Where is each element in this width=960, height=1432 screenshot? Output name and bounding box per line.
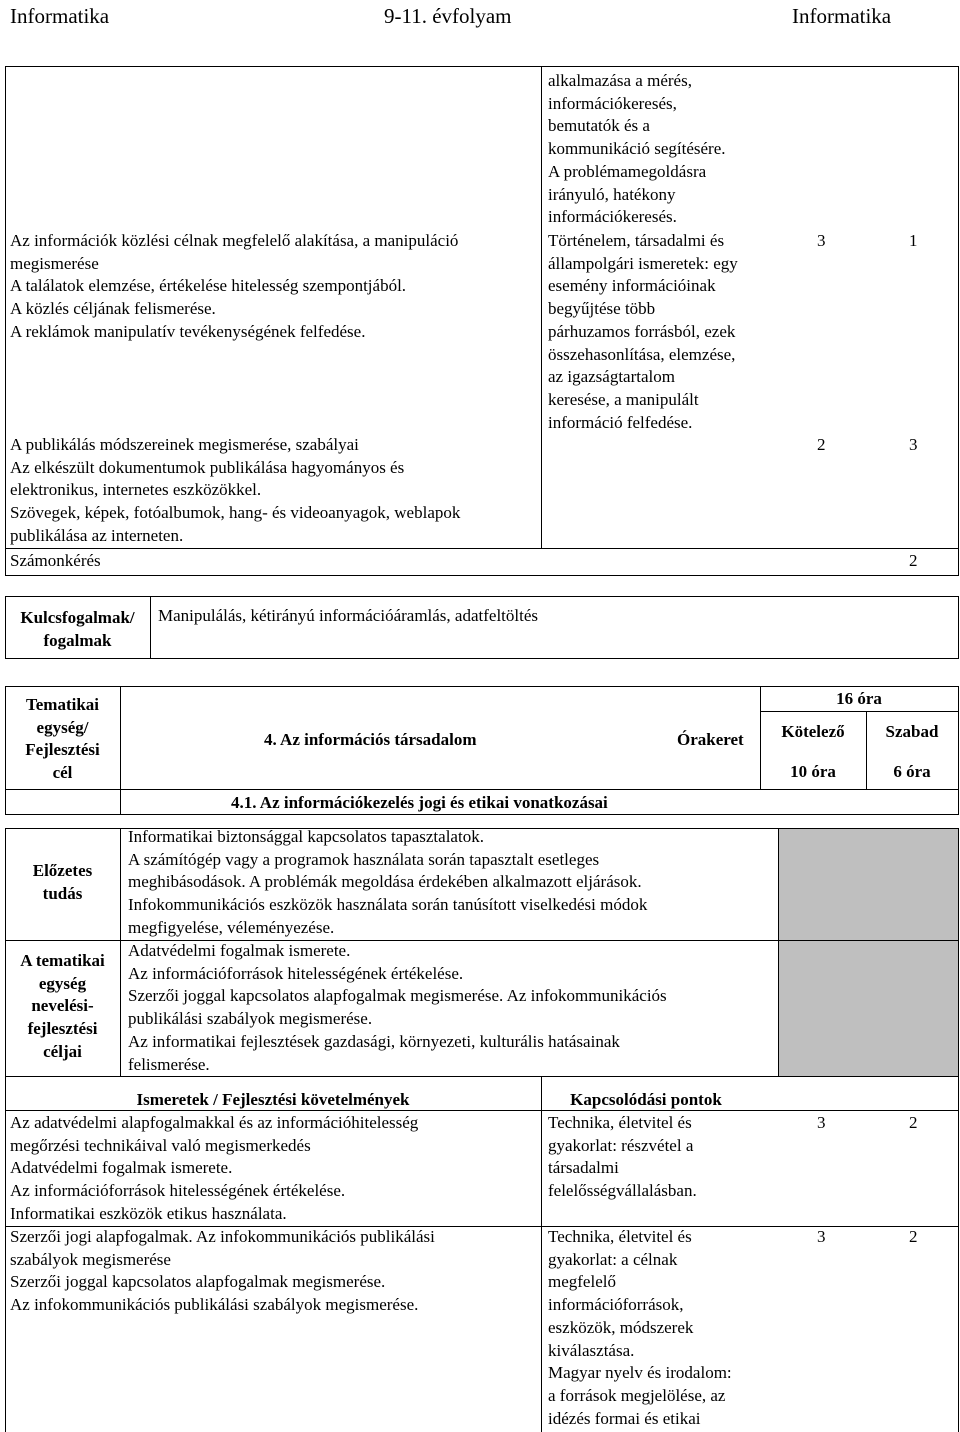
bottom-row1-content: Az adatvédelmi alapfogalmakkal és az információhitelesség megőrzési technikáival való megismerkedés Adatvédelmi fogalmak ismerete. Az információforrások hitelességének értékelése. Informatikai eszközök etikus használata. — [10, 1113, 419, 1223]
row2-hours-2: 3 — [909, 435, 918, 454]
unit-border — [5, 686, 959, 687]
goals-label: A tematikai egység nevelési- fejlesztési céljai — [20, 951, 105, 1061]
goals-border — [958, 828, 959, 1077]
row1-links: Történelem, társadalmi és állampolgári ismeretek: egy esemény információinak begyűjtése több párhuzamos forrásból, ezek összehasonlítása, elemzése, az igazságtartalom keresése, a manipulált információ felfedése. — [548, 231, 738, 432]
prereq-label: Előzetes tudás — [32, 861, 93, 903]
header-right: Informatika — [792, 4, 892, 28]
unit-label: Tematikai egység/ Fejlesztési cél — [25, 695, 100, 783]
top-table-border — [5, 575, 959, 576]
bottom-row2-content: Szerzői jogi alapfogalmak. Az infokommunikációs publikálási szabályok megismerése Szerzői joggal kapcsolatos alapfogalmak megismerése. Az infokommunikációs publikálási szabályok megismerése. — [10, 1227, 435, 1315]
top-table-border — [5, 548, 959, 549]
header-center: 9-11. évfolyam — [384, 4, 512, 28]
assessment-label: Számonkérés — [10, 551, 101, 570]
concepts-border — [150, 596, 151, 659]
links-column-header: Kapcsolódási pontok — [570, 1090, 722, 1109]
row1-hours-1: 3 — [817, 231, 826, 250]
szabad-value: 6 óra — [893, 762, 931, 781]
row2-hours-1: 2 — [817, 435, 826, 454]
hours-total: 16 óra — [836, 689, 882, 708]
kotelezo-label: Kötelező — [781, 722, 845, 741]
goals-content: Adatvédelmi fogalmak ismerete. Az információforrások hitelességének értékelése. Szerzői joggal kapcsolatos alapfogalmak megismerése. Az infokommunikációs publikálási szabályok megismerése. Az informatikai fejlesztések gazdasági, környezeti, kulturális hatásainak felismerése. — [128, 941, 667, 1074]
unit-border — [5, 789, 959, 790]
unit-subtitle: 4.1. Az információkezelés jogi és etikai vonatkozásai — [231, 793, 608, 812]
bottom-row1-hours-1: 3 — [817, 1113, 826, 1132]
orakeret-label: Órakeret — [677, 730, 744, 749]
assessment-hours: 2 — [909, 551, 918, 570]
row1-hours-2: 1 — [909, 231, 918, 250]
key-concepts-label: Kulcsfogalmak/ fogalmak — [20, 608, 135, 650]
bottom-table-border — [541, 1076, 542, 1432]
kotelezo-value: 10 óra — [790, 762, 836, 781]
content-column-header: Ismeretek / Fejlesztési követelmények — [136, 1090, 410, 1109]
top-table-border — [541, 66, 542, 549]
bottom-table-border — [5, 1076, 6, 1432]
concepts-border — [958, 596, 959, 659]
top-table-border — [5, 66, 6, 576]
continuation-links: alkalmazása a mérés, információkeresés, bemutatók és a kommunikáció segítésére. A problémamegoldásra irányuló, hatékony információkeresés. — [548, 71, 726, 227]
top-table-border — [958, 66, 959, 576]
concepts-border — [5, 658, 959, 659]
bottom-row2-links: Technika, életvitel és gyakorlat: a célnak megfelelő információforrások, eszközök, módszerek kiválasztása. Magyar nyelv és irodalom: a források megjelölése, az idézés formai és etikai — [548, 1227, 732, 1428]
bottom-row1-hours-2: 2 — [909, 1113, 918, 1132]
concepts-border — [5, 596, 959, 597]
row2-content: A publikálás módszereinek megismerése, szabályai Az elkészült dokumentumok publikálása hagyományos és elektronikus, internetes eszközökkel. Szövegek, képek, fotóalbumok, hang- és videoanyagok, weblapok publikálása az interneten. — [10, 435, 461, 545]
unit-border — [958, 686, 959, 815]
unit-border — [120, 686, 121, 815]
prereq-content: Informatikai biztonsággal kapcsolatos tapasztalatok. A számítógép vagy a programok használata során tapasztalt esetleges meghibásodások. A problémák megoldása érdekében alkalmazott eljárások. Infokommunikációs eszközök használata során tanúsított viselkedési módok megfigyelése, véleményezése. — [128, 827, 648, 937]
bottom-row1-links: Technika, életvitel és gyakorlat: részvétel a társadalmi felelősségvállalásban. — [548, 1113, 697, 1201]
key-concepts-value: Manipulálás, kétirányú információáramlás, adatfeltöltés — [158, 606, 539, 625]
shaded-cell — [778, 828, 958, 1077]
bottom-table-border — [958, 1076, 959, 1432]
bottom-row2-hours-1: 3 — [817, 1227, 826, 1246]
unit-border — [760, 711, 958, 712]
bottom-row2-hours-2: 2 — [909, 1227, 918, 1246]
unit-title: 4. Az információs társadalom — [264, 730, 477, 749]
goals-border — [120, 828, 121, 1077]
row1-content: Az információk közlési célnak megfelelő alakítása, a manipuláció megismerése A találatok elemzése, értékelése hitelesség szempontjából. A közlés céljának felismerése. A reklámok manipulatív tevékenységének felfedése. — [10, 231, 459, 341]
goals-border — [778, 828, 779, 1077]
szabad-label: Szabad — [885, 722, 939, 741]
top-table-border — [5, 66, 959, 67]
header-left: Informatika — [10, 4, 110, 28]
